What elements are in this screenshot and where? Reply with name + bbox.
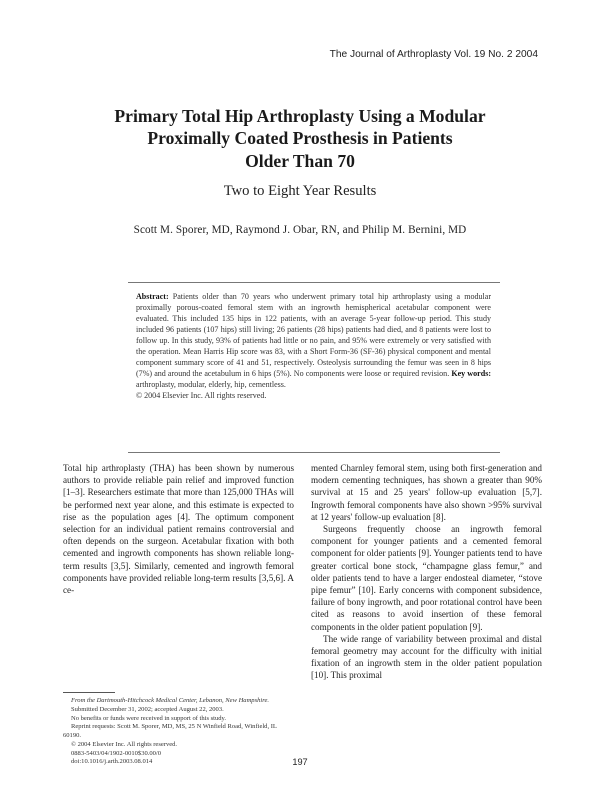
footnote-copyright: © 2004 Elsevier Inc. All rights reserved. (71, 740, 178, 748)
body-paragraph: Surgeons frequently choose an ingrowth femoral component for younger patients and a cemented femoral component for older patients [9]. Younger patients tend to have greater cortical bone stock, “champagne glass femur,” and older patients tend to have a larger endosteal diameter, “stove pipe femur” [10]. Early concerns with component subsidence, failure of bony ingrowth, and poor rotational control have been cited as reasons to avoid insertion of these femoral components in the older patient population [9]. (311, 524, 542, 632)
body-paragraph: The wide range of variability between proximal and distal femoral geometry may account for the difficulty with initial fixation of an ingrowth stem in the older patient population [10]. This proximal (311, 633, 542, 681)
abstract-label: Abstract: (136, 292, 169, 301)
title-line: Primary Total Hip Arthroplasty Using a Modular (114, 106, 486, 126)
body-column-left (63, 462, 294, 596)
body-paragraph: Total hip arthroplasty (THA) has been shown by numerous authors to provide reliable pain relief and improved function [1–3]. Researchers estimate that more than 125,000 THAs will be performed next year alone, and this estimate is expected to rise as the population ages [4]. The optimum component selection for an individual patient remains controversial and often depends on the surgeon. Acetabular fixation with both cemented and ingrowth components has shown reliable long-term results [3,5]. Similarly, cemented and ingrowth femoral components have provided reliable long-term results [3,5,6]. A ce- (63, 463, 294, 596)
abstract-block (136, 291, 491, 401)
title-line: Older Than 70 (245, 150, 355, 171)
footnote-affiliation: From the Dartmouth-Hitchcock Medical Center, Lebanon, New Hampshire. (71, 697, 270, 704)
footnote-issn: 0883-5403/04/1902-0010$30.00/0 (71, 749, 162, 757)
page-number: 197 (292, 757, 308, 767)
article-subtitle: Two to Eight Year Results (223, 183, 377, 199)
title-line: Proximally Coated Prosthesis in Patients (147, 128, 453, 149)
journal-header: The Journal of Arthroplasty Vol. 19 No. 2 2004 (329, 49, 538, 60)
abstract-bottom-rule (128, 452, 500, 453)
footnote-rule (63, 692, 115, 693)
abstract-top-rule (128, 282, 500, 283)
footnote-doi: doi:10.1016/j.arth.2003.08.014 (71, 758, 153, 766)
footnote-submitted: Submitted December 31, 2002; accepted August 22, 2003. (71, 705, 224, 713)
body-paragraph: mented Charnley femoral stem, using both first-generation and modern cementing techniques, has shown a greater than 90% survival at 15 and 25 years' follow-up evaluation [5,7]. Ingrowth femoral components have also shown >95% survival at 12 years' follow-up evaluation [8]. (311, 463, 542, 522)
abstract-text: Patients older than 70 years who underwent primary total hip arthroplasty using a modular proximally porous-coated femoral stem with an ingrowth hemispherical acetabular component were evaluated. This included 135 hips in 122 patients, with an average 5-year follow-up period. This study included 96 patients (107 hips) still living; 26 patients (28 hips) patients had died, and 8 patients were lost to follow up. In this study, 93% of patients had little or no pain, and 95% were extremely or very satisfied with the operation. Mean Harris Hip score was 83, with a Short Form-36 (SF-36) physical component and mental component summary score of 41 and 51, respectively. Osteolysis surrounding the femur was seen in 8 hips (7%) and around the acetabulum in 6 hips (5%). No components were loose or required revision. (136, 292, 492, 379)
author-list: Scott M. Sporer, MD, Raymond J. Obar, RN, and Philip M. Bernini, MD (133, 224, 467, 236)
abstract-copyright: © 2004 Elsevier Inc. All rights reserved. (136, 391, 267, 401)
keywords-text: arthroplasty, modular, elderly, hip, cementless. (136, 380, 286, 390)
footnote-benefits: No benefits or funds were received in support of this study. (71, 714, 227, 722)
body-column-right (311, 462, 542, 682)
footnote-reprint: Reprint requests: Scott M. Sporer, MD, MS, 25 N Winfield Road, Winfield, IL 60190. (63, 723, 277, 739)
keywords-label: Key words: (451, 369, 492, 379)
article-title (60, 105, 540, 172)
